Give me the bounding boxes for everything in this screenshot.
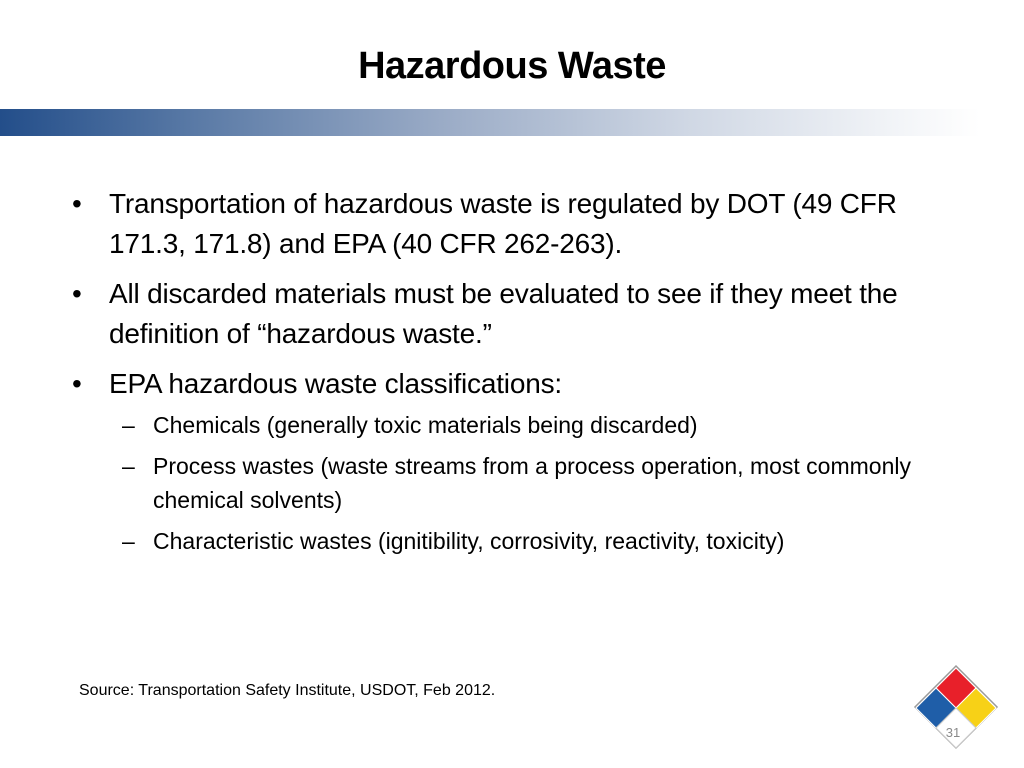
- source-citation: Source: Transportation Safety Institute, USDOT, Feb 2012.: [79, 682, 496, 699]
- bullet-marker: •: [72, 368, 82, 399]
- title-gradient-bar: [0, 109, 980, 136]
- bullet-item: [72, 364, 972, 404]
- slide-title: Hazardous Waste: [358, 45, 666, 87]
- sub-bullet-marker: –: [122, 412, 135, 438]
- sub-bullet-item: [72, 449, 972, 517]
- sub-bullet-list: [72, 408, 972, 558]
- sub-bullet-item: [72, 408, 972, 442]
- sub-bullet-marker: –: [122, 453, 135, 479]
- sub-bullet-marker: –: [122, 528, 135, 554]
- slide-content: [72, 184, 972, 565]
- sub-bullet-text: Chemicals (generally toxic materials being discarded): [153, 412, 698, 438]
- bullet-text: EPA hazardous waste classifications:: [109, 368, 562, 399]
- sub-bullet-text: Process wastes (waste streams from a process operation, most commonly chemical solvents): [153, 453, 911, 513]
- bullet-text: All discarded materials must be evaluated to see if they meet the definition of “hazardous waste.”: [109, 278, 898, 349]
- sub-bullet-text: Characteristic wastes (ignitibility, corrosivity, reactivity, toxicity): [153, 528, 785, 554]
- bullet-marker: •: [72, 188, 82, 219]
- bullet-text: Transportation of hazardous waste is regulated by DOT (49 CFR 171.3, 171.8) and EPA (40 CFR 262-263).: [109, 188, 897, 259]
- bullet-item: [72, 274, 972, 354]
- bullet-marker: •: [72, 278, 82, 309]
- sub-bullet-item: [72, 524, 972, 558]
- bullet-item: [72, 184, 972, 264]
- page-number: 31: [945, 725, 961, 740]
